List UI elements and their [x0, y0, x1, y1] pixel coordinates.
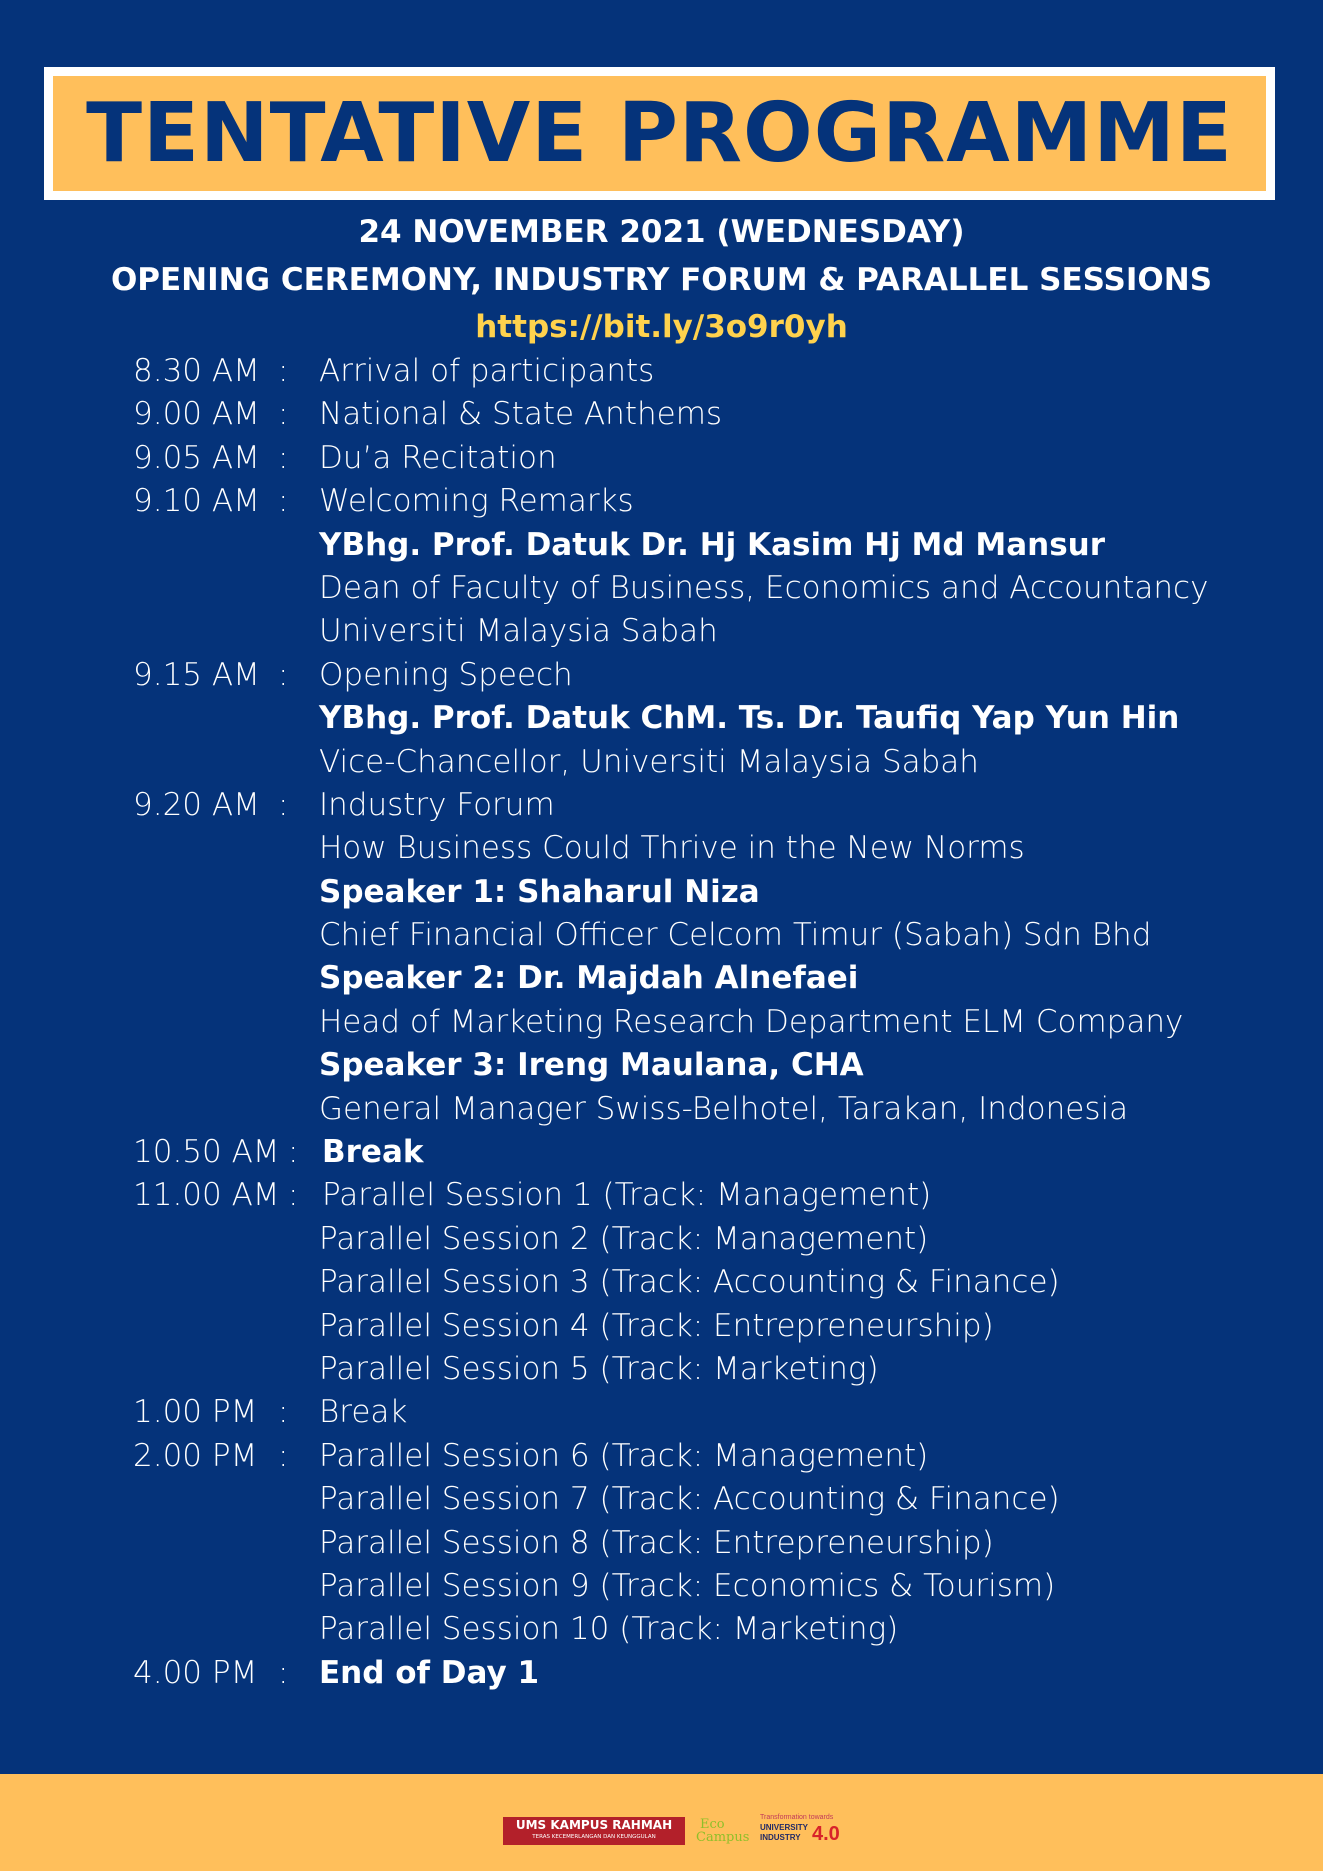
schedule-row	[133, 350, 1283, 393]
speaker-name: Speaker 1: Shaharul Niza	[319, 873, 760, 910]
schedule-description: Parallel Session 5 (Track: Marketing)	[319, 1350, 879, 1387]
schedule-separator: :	[278, 439, 289, 476]
schedule-row	[133, 871, 1283, 914]
schedule-row	[133, 1348, 1283, 1391]
schedule-row	[133, 567, 1283, 610]
schedule-description: Parallel Session 7 (Track: Accounting & Finance)	[319, 1481, 1060, 1518]
schedule-row	[133, 1305, 1283, 1348]
schedule-time: 9.05 AM	[133, 439, 260, 476]
schedule-row	[133, 393, 1283, 436]
schedule-description: Break	[319, 1394, 408, 1431]
schedule-row	[133, 827, 1283, 870]
schedule-description: Dean of Faculty of Business, Economics and Accountancy	[319, 569, 1209, 606]
schedule-description: Vice-Chancellor, Universiti Malaysia Sabah	[319, 743, 979, 780]
schedule-description: Head of Marketing Research Department ELM Company	[319, 1003, 1184, 1040]
speaker-name: Speaker 2: Dr. Majdah Alnefaei	[319, 960, 859, 997]
ums-logo-tagline: TERAS KECEMERLANGAN DAN KEUNGGULAN	[532, 1834, 656, 1840]
schedule-row	[133, 437, 1283, 480]
event-link[interactable]: https://bit.ly/3o9r0yh	[475, 309, 848, 345]
schedule-row	[133, 697, 1283, 740]
schedule-row	[133, 1261, 1283, 1304]
schedule-separator: :	[288, 1134, 299, 1171]
schedule-description: National & State Anthems	[319, 396, 723, 433]
eco-campus-logo	[692, 1815, 754, 1847]
schedule-row	[133, 610, 1283, 653]
schedule-row	[133, 1131, 1283, 1174]
schedule-separator: :	[278, 786, 289, 823]
schedule-row	[133, 1652, 1283, 1695]
schedule-row	[133, 1435, 1283, 1478]
schedule-description: End of Day 1	[319, 1654, 540, 1691]
schedule-description: Parallel Session 2 (Track: Management)	[319, 1220, 929, 1257]
schedule-list	[133, 350, 1283, 1695]
schedule-row	[133, 524, 1283, 567]
schedule-time: 11.00 AM	[133, 1177, 280, 1214]
schedule-row	[133, 1001, 1283, 1044]
ui-logo-university: UNIVERSITY	[760, 1823, 809, 1832]
schedule-row	[133, 784, 1283, 827]
schedule-separator: :	[278, 353, 289, 389]
schedule-description: Universiti Malaysia Sabah	[319, 613, 718, 650]
schedule-row	[133, 957, 1283, 1000]
schedule-row	[133, 480, 1283, 523]
schedule-row	[133, 1565, 1283, 1608]
schedule-time: 4.00 PM	[133, 1654, 258, 1691]
schedule-description: How Business Could Thrive in the New Norms	[319, 830, 1025, 867]
schedule-row	[133, 1522, 1283, 1565]
schedule-separator: :	[278, 483, 289, 520]
campus-logo-text: Campus	[696, 1830, 750, 1845]
ums-logo-text: UMS KAMPUS RAHMAH	[515, 1818, 673, 1832]
schedule-description: Industry Forum	[319, 786, 555, 823]
page-title: TENTATIVE PROGRAMME	[86, 86, 1233, 181]
schedule-row	[133, 1608, 1283, 1651]
schedule-row	[133, 1391, 1283, 1434]
schedule-separator: :	[278, 1437, 289, 1474]
schedule-separator: :	[278, 396, 289, 433]
schedule-separator: :	[278, 1654, 289, 1691]
schedule-description: Break	[322, 1134, 424, 1171]
schedule-description: Parallel Session 8 (Track: Entrepreneurship)	[319, 1524, 994, 1561]
schedule-row	[133, 1174, 1283, 1217]
schedule-time: 2.00 PM	[133, 1437, 258, 1474]
schedule-description: Welcoming Remarks	[319, 483, 634, 520]
schedule-time: 9.20 AM	[133, 786, 260, 823]
schedule-description: Parallel Session 4 (Track: Entrepreneurship)	[319, 1307, 994, 1344]
schedule-separator: :	[288, 1177, 299, 1214]
schedule-time: 9.00 AM	[133, 396, 260, 433]
schedule-row	[133, 1218, 1283, 1261]
schedule-row	[133, 914, 1283, 957]
schedule-time: 1.00 PM	[133, 1394, 258, 1431]
schedule-row	[133, 1088, 1283, 1131]
ui-logo-caption: Transformation towards	[760, 1814, 834, 1821]
schedule-description: Parallel Session 9 (Track: Economics & Tourism)	[319, 1567, 1056, 1604]
schedule-row	[133, 1478, 1283, 1521]
schedule-row	[133, 1044, 1283, 1087]
event-name: OPENING CEREMONY, INDUSTRY FORUM & PARALLEL SESSIONS	[110, 262, 1213, 298]
schedule-description: Arrival of participants	[319, 353, 655, 389]
schedule-description: Opening Speech	[319, 656, 573, 693]
schedule-time: 8.30 AM	[133, 353, 260, 389]
title-banner	[44, 67, 1275, 200]
schedule-description: Du’a Recitation	[319, 439, 557, 476]
university-industry-logo	[760, 1814, 850, 1848]
schedule-time: 9.10 AM	[133, 483, 260, 520]
speaker-name: Speaker 3: Ireng Maulana, CHA	[319, 1047, 864, 1084]
schedule-row	[133, 741, 1283, 784]
eco-logo-text: Eco	[700, 1817, 725, 1832]
schedule-description: Parallel Session 6 (Track: Management)	[319, 1437, 929, 1474]
schedule-separator: :	[278, 1394, 289, 1431]
ui-logo-version: 4.0	[812, 1823, 840, 1845]
schedule-time: 9.15 AM	[133, 656, 260, 693]
event-date: 24 NOVEMBER 2021 (WEDNESDAY)	[358, 214, 965, 250]
footer-bar	[0, 1774, 1323, 1871]
ui-logo-industry: INDUSTRY	[760, 1833, 801, 1842]
schedule-description: Parallel Session 1 (Track: Management)	[322, 1177, 932, 1214]
schedule-time: 10.50 AM	[133, 1134, 280, 1171]
ums-logo	[503, 1817, 685, 1845]
speaker-name: YBhg. Prof. Datuk Dr. Hj Kasim Hj Md Mansur	[319, 526, 1106, 563]
schedule-description: Parallel Session 10 (Track: Marketing)	[319, 1611, 899, 1648]
schedule-separator: :	[278, 656, 289, 693]
schedule-row	[133, 654, 1283, 697]
schedule-description: General Manager Swiss-Belhotel, Tarakan, Indonesia	[319, 1090, 1129, 1127]
schedule-description: Chief Financial Officer Celcom Timur (Sabah) Sdn Bhd	[319, 917, 1152, 954]
schedule-description: Parallel Session 3 (Track: Accounting & Finance)	[319, 1264, 1060, 1301]
speaker-name: YBhg. Prof. Datuk ChM. Ts. Dr. Taufiq Yap Yun Hin	[319, 700, 1180, 737]
